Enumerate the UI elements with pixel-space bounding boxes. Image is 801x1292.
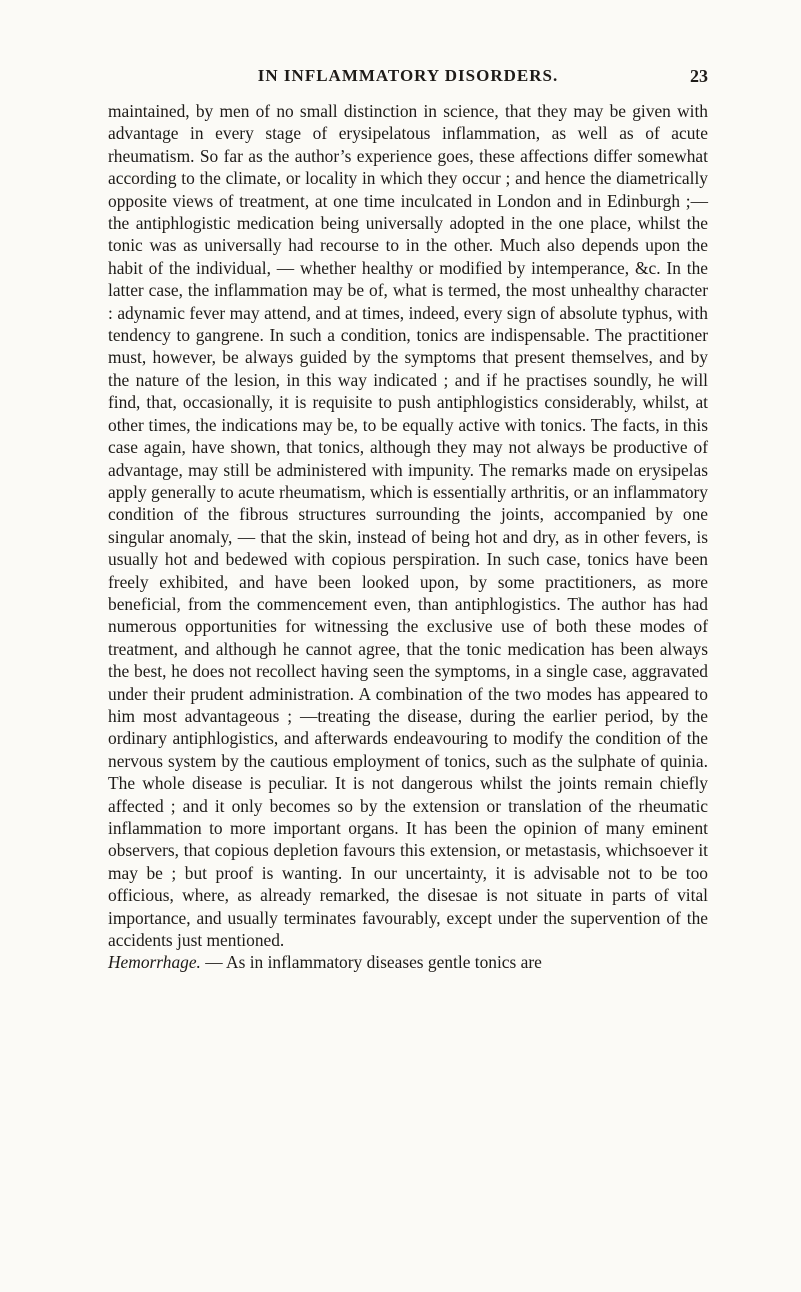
section-heading-hemorrhage: Hemorrhage. xyxy=(108,952,201,973)
paragraph-2-text: — As in inflammatory diseases gentle tonics are xyxy=(200,952,542,973)
running-title: IN INFLAMMATORY DISORDERS. xyxy=(257,66,559,85)
body-text xyxy=(108,100,708,974)
running-head xyxy=(108,66,708,90)
paragraph-1: maintained, by men of no small distinction in science, that they may be given with advantage in every stage of erysipelatous inflammation, as well as of acute rheumatism. So far as the author’s experience goes, these affections differ somewhat according to the climate, or locality in which they occur ; and hence the diametrically opposite views of treatment, at one time inculcated in London and in Edinburgh ;—the antiphlogistic medication being universally adopted in the one place, whilst the tonic was as universally had recourse to in the other. Much also depends upon the habit of the individual, — whether healthy or modified by intemperance, &c. In the latter case, the inflammation may be of, what is termed, the most unhealthy character : adynamic fever may attend, and at times, indeed, every sign of absolute typhus, with tendency to gangrene. In such a condition, tonics are indispensable. The practitioner must, however, be always guided by the symptoms that present themselves, and by the nature of the lesion, in this way indicated ; and if he practises soundly, he will find, that, occasionally, it is requisite to push antiphlogistics considerably, whilst, at other times, the indications may be, to be equally active with tonics. The facts, in this case again, have shown, that tonics, although they may not always be productive of advantage, may still be administered with impunity. The remarks made on erysipelas apply generally to acute rheumatism, which is essentially arthritis, or an inflammatory condition of the fibrous structures surrounding the joints, accompanied by one singular anomaly, — that the skin, instead of being hot and dry, as in other fevers, is usually hot and bedewed with copious perspiration. In such case, tonics have been freely exhibited, and have been looked upon, by some practitioners, as more beneficial, from the commencement even, than antiphlogistics. The author has had numerous opportunities for witnessing the exclusive use of both these modes of treatment, and although he cannot agree, that the tonic medication has been always the best, he does not recollect having seen the symptoms, in a single case, aggravated under their prudent administration. A combination of the two modes has appeared to him most advantageous ; —treating the disease, during the earlier period, by the ordinary antiphlogistics, and afterwards endeavouring to modify the condition of the nervous system by the cautious employment of tonics, such as the sulphate of quinia. The whole disease is peculiar. It is not dangerous whilst the joints remain chiefly affected ; and it only becomes so by the extension or translation of the rheumatic inflammation to more important organs. It has been the opinion of many eminent observers, that copious depletion favours this extension, or metastasis, whichsoever it may be ; but proof is wanting. In our uncertainty, it is advisable not to be too officious, where, as already remarked, the disesae is not situate in parts of vital importance, and usually terminates favourably, except under the supervention of the accidents just mentioned. xyxy=(108,101,708,951)
page-number: 23 xyxy=(690,66,708,86)
